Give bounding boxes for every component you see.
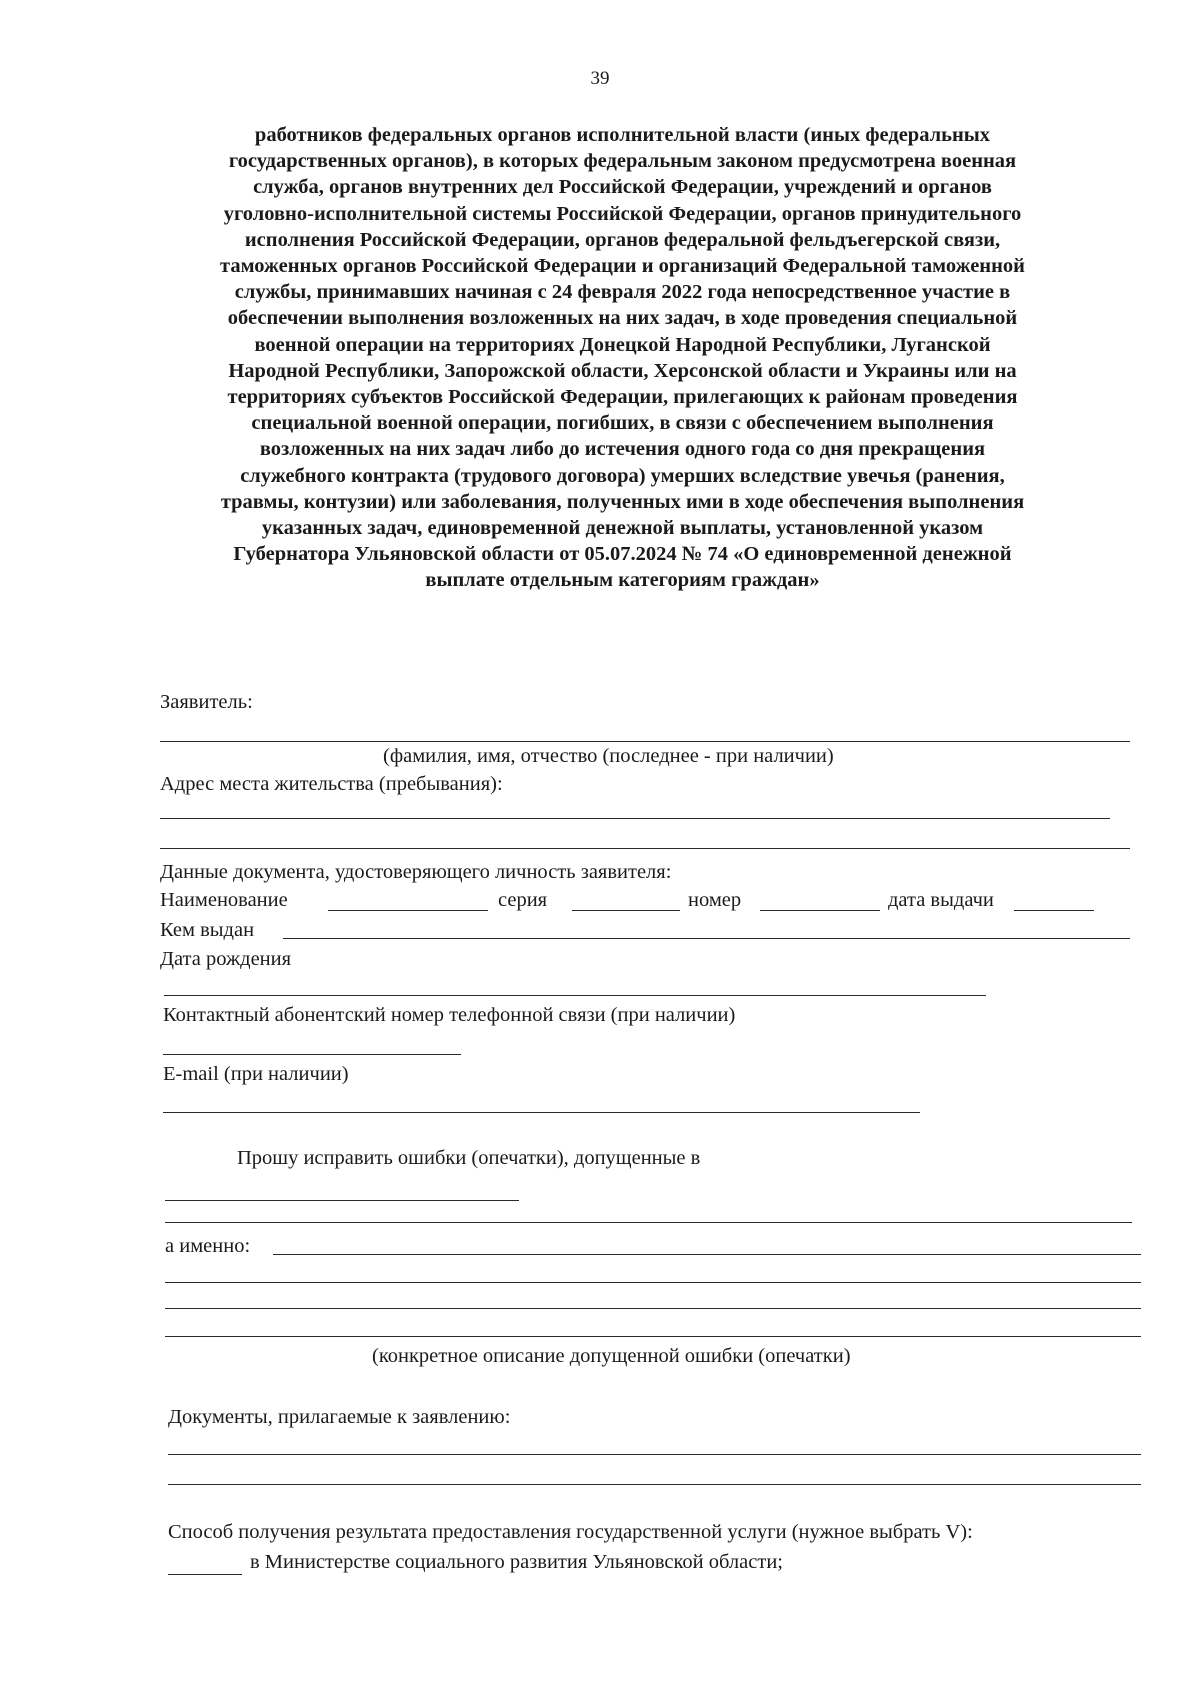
address-line-2[interactable]	[160, 848, 1130, 849]
doc-name-line[interactable]	[328, 910, 488, 911]
namely-label: а именно:	[165, 1235, 251, 1257]
title-line: травмы, контузии) или заболевания, полученных ими в ходе обеспечения выполнения	[220, 490, 1025, 513]
phone-label: Контактный абонентский номер телефонной связи (при наличии)	[163, 1004, 736, 1026]
title-line: исполнения Российской Федерации, органов федеральной фельдъегерской связи,	[244, 228, 1001, 251]
title-line: Народной Республики, Запорожской области, Херсонской области и Украины или на	[228, 359, 1017, 382]
address-line-1[interactable]	[160, 818, 1110, 819]
birth-date-label: Дата рождения	[160, 948, 292, 970]
issued-by-label: Кем выдан	[160, 919, 255, 941]
title-line: Губернатора Ульяновской области от 05.07.2024 № 74 «О единовременной денежной	[233, 543, 1012, 566]
doc-series-label: серия	[498, 889, 548, 911]
birth-date-line[interactable]	[164, 995, 986, 996]
email-label: E-mail (при наличии)	[163, 1063, 349, 1085]
title-line: специальной военной операции, погибших, в связи с обеспечением выполнения	[251, 412, 994, 435]
doc-issue-date-line[interactable]	[1014, 910, 1094, 911]
issued-by-line[interactable]	[283, 938, 1130, 939]
doc-number-label: номер	[688, 889, 742, 911]
doc-issue-date-label: дата выдачи	[888, 889, 994, 911]
title-line: выплате отдельным категориям граждан»	[425, 569, 820, 592]
title-line: указанных задач, единовременной денежной выплаты, установленной указом	[261, 517, 984, 540]
phone-line[interactable]	[163, 1054, 461, 1055]
page-number: 39	[590, 68, 610, 89]
option-ministry-mark-line[interactable]	[168, 1574, 242, 1575]
request-doc-line-2[interactable]	[165, 1222, 1132, 1223]
title-line: службы, принимавших начиная с 24 февраля 2022 года непосредственное участие в	[234, 281, 1011, 304]
attached-docs-line-2[interactable]	[168, 1484, 1141, 1485]
title-line: работников федеральных органов исполнительной власти (иных федеральных	[254, 124, 991, 146]
title-line: территориях субъектов Российской Федерации, прилегающих к районам проведения	[227, 386, 1018, 409]
attached-docs-label: Документы, прилагаемые к заявлению:	[168, 1406, 511, 1428]
title-line: обеспечении выполнения возложенных на них задач, в ходе проведения специальной	[227, 307, 1018, 330]
title-line: служба, органов внутренних дел Российской Федерации, учреждений и органов	[253, 176, 992, 199]
title-line: военной операции на территориях Донецкой Народной Республики, Луганской	[254, 333, 991, 356]
applicant-name-line[interactable]	[160, 741, 1130, 742]
title-line: государственных органов), в которых федеральным законом предусмотрена военная	[228, 150, 1017, 173]
email-line[interactable]	[163, 1112, 920, 1113]
doc-name-label: Наименование	[160, 889, 288, 911]
doc-number-line[interactable]	[760, 910, 880, 911]
namely-line-2[interactable]	[165, 1282, 1141, 1283]
request-doc-line-1[interactable]	[165, 1200, 519, 1201]
title-line: уголовно-исполнительной системы Российской Федерации, органов принудительного	[223, 202, 1022, 225]
namely-line-3[interactable]	[165, 1308, 1141, 1309]
id-document-label: Данные документа, удостоверяющего личность заявителя:	[160, 861, 672, 883]
address-label: Адрес места жительства (пребывания):	[160, 773, 503, 795]
title-line: таможенных органов Российской Федерации и организаций Федеральной таможенной	[220, 255, 1025, 278]
request-text: Прошу исправить ошибки (опечатки), допущенные в	[237, 1147, 701, 1169]
namely-line-1[interactable]	[273, 1254, 1141, 1255]
applicant-label: Заявитель:	[160, 691, 253, 713]
document-title	[150, 122, 1095, 594]
result-method-label: Способ получения результата предоставления государственной услуги (нужное выбрать V):	[168, 1521, 973, 1543]
namely-line-4[interactable]	[165, 1336, 1141, 1337]
option-ministry-text: в Министерстве социального развития Ульяновской области;	[250, 1551, 783, 1573]
attached-docs-line-1[interactable]	[168, 1454, 1141, 1455]
fio-caption: (фамилия, имя, отчество (последнее - при наличии)	[383, 745, 834, 767]
error-caption: (конкретное описание допущенной ошибки (опечатки)	[372, 1345, 851, 1367]
title-line: возложенных на них задач либо до истечения одного года со дня прекращения	[259, 438, 986, 461]
title-line: служебного контракта (трудового договора) умерших вследствие увечья (ранения,	[240, 464, 1005, 487]
doc-series-line[interactable]	[572, 910, 680, 911]
